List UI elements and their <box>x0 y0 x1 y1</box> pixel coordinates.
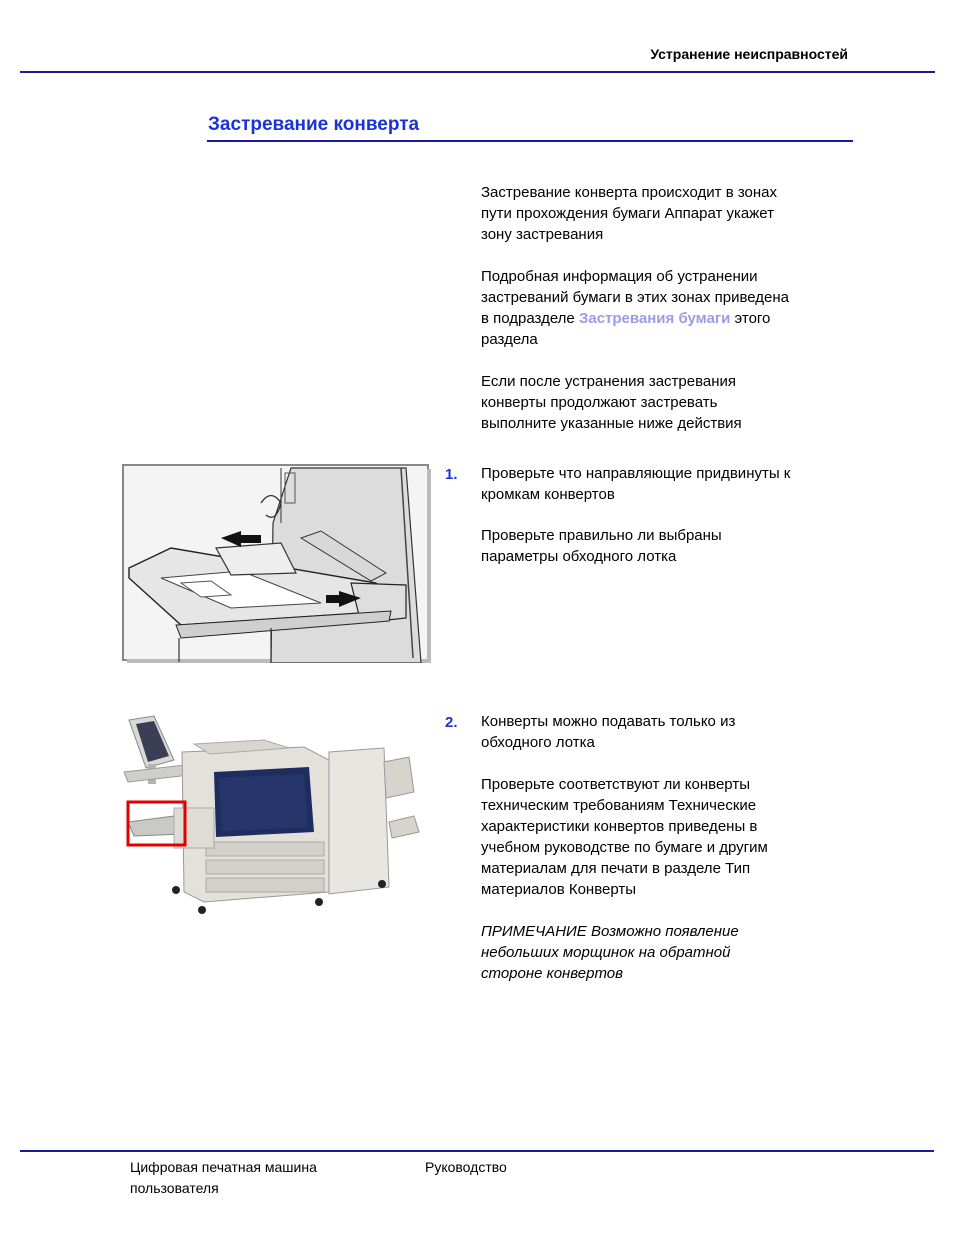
step-2-paragraph-2 <box>481 774 841 900</box>
text-fragment: в подразделе <box>481 310 579 327</box>
header-rule <box>20 71 935 73</box>
text-line: кромкам конвертов <box>481 486 615 503</box>
text-line: раздела <box>481 331 538 348</box>
bypass-tray-illustration <box>121 463 431 663</box>
text-fragment: этого <box>730 310 771 327</box>
section-title: Застревание конверта <box>208 114 420 135</box>
footer-rule <box>20 1150 934 1152</box>
text-line: Подробная информация об устранении <box>481 268 758 285</box>
text-line: материалов Конверты <box>481 881 637 898</box>
text-line: пользователя <box>130 1180 219 1196</box>
text-line: Проверьте что направляющие придвинуты к <box>481 465 791 482</box>
text-line <box>481 308 841 329</box>
text-line: Проверьте соответствуют ли конверты <box>481 776 750 793</box>
text-line: выполните указанные ниже действия <box>481 415 742 432</box>
intro-paragraph-3 <box>481 371 841 434</box>
step-1-paragraph-2 <box>481 525 841 567</box>
step-number-2: 2. <box>445 714 458 731</box>
step-1-paragraph-1 <box>481 463 841 505</box>
intro-paragraph-1 <box>481 182 841 245</box>
text-line: Застревание конверта происходит в зонах <box>481 184 778 201</box>
text-line: Если после устранения застревания <box>481 373 737 390</box>
text-line: ПРИМЕЧАНИЕ Возможно появление <box>481 923 739 940</box>
text-line: Цифровая печатная машина <box>130 1159 317 1175</box>
text-line: небольших морщинок на обратной <box>481 944 731 961</box>
section-title-rule <box>207 140 853 142</box>
text-line: стороне конвертов <box>481 965 623 982</box>
step-2-paragraph-1 <box>481 711 841 753</box>
running-header: Устранение неисправностей <box>650 46 848 62</box>
text-line: техническим требованиям Технические <box>481 797 757 814</box>
text-line: пути прохождения бумаги Аппарат укажет <box>481 205 774 222</box>
text-line: учебном руководстве по бумаге и другим <box>481 839 768 856</box>
text-line: зону застревания <box>481 226 604 243</box>
text-line: материалам для печати в разделе Тип <box>481 860 751 877</box>
step-number-1: 1. <box>445 466 458 483</box>
text-line: обходного лотка <box>481 734 595 751</box>
text-line: параметры обходного лотка <box>481 548 677 565</box>
text-line: застреваний бумаги в этих зонах приведена <box>481 289 789 306</box>
digital-press-illustration <box>114 712 432 924</box>
intro-paragraph-2 <box>481 266 841 350</box>
paper-jams-link[interactable]: Застревания бумаги <box>578 310 731 327</box>
footer-left <box>130 1157 317 1199</box>
step-2-note <box>481 921 841 984</box>
text-line: конверты продолжают застревать <box>481 394 718 411</box>
text-line: Конверты можно подавать только из <box>481 713 736 730</box>
text-line: характеристики конвертов приведены в <box>481 818 758 835</box>
text-line: Проверьте правильно ли выбраны <box>481 527 722 544</box>
footer-right: Руководство <box>425 1159 507 1175</box>
